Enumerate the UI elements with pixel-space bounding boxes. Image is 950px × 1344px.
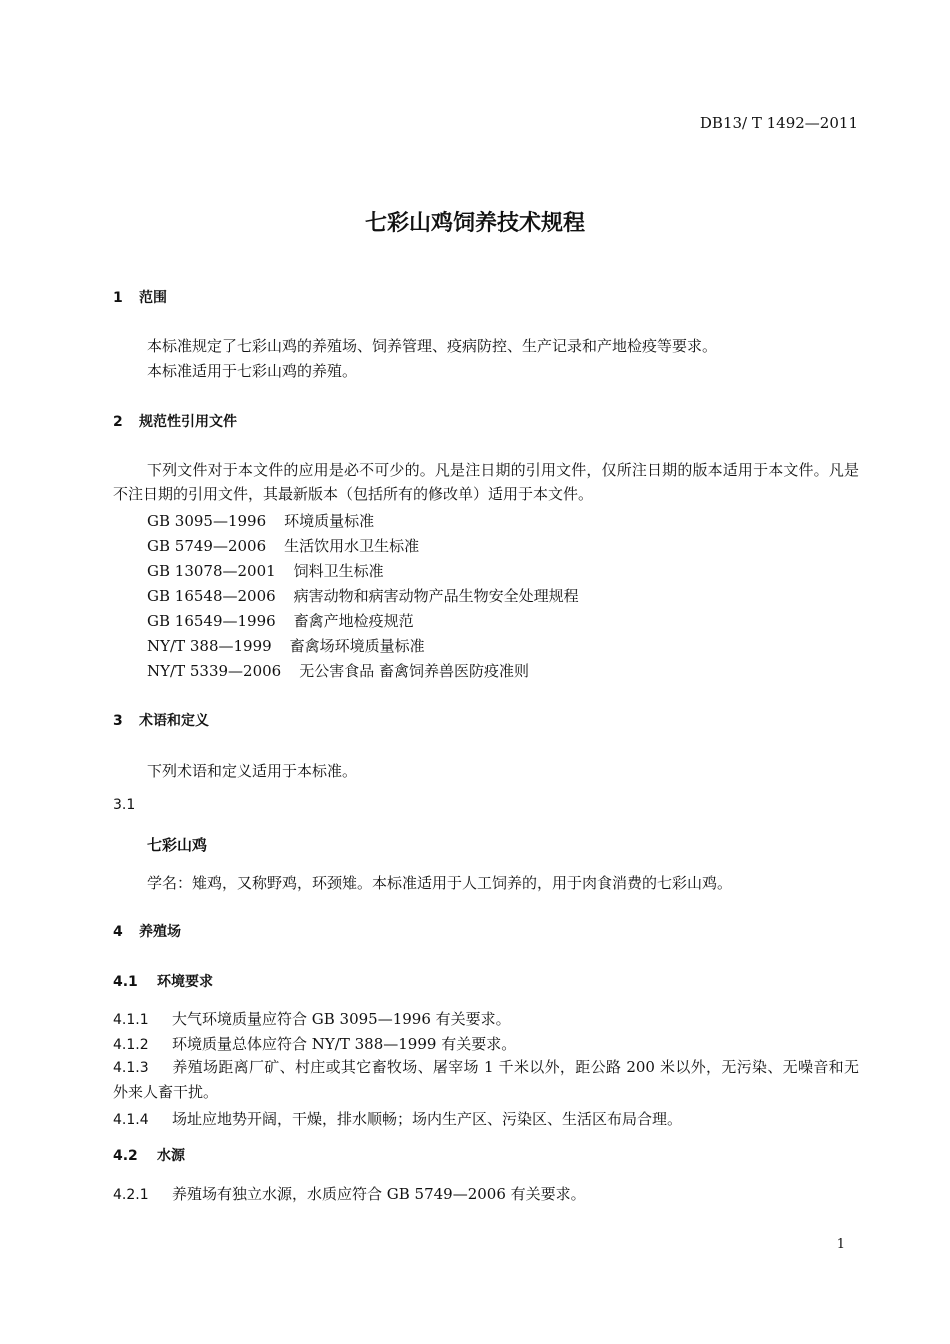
clause (113, 1033, 516, 1054)
reference-item (147, 560, 384, 581)
reference-name: 饲料卫生标准 (293, 562, 384, 580)
section-heading-2 (113, 411, 237, 431)
reference-name: 环境质量标准 (284, 512, 375, 530)
section-heading-4 (113, 921, 181, 941)
reference-code: GB 13078—2001 (147, 562, 276, 580)
reference-name: 畜禽场环境质量标准 (289, 637, 425, 655)
section-heading-3 (113, 710, 209, 730)
reference-code: NY/T 388—1999 (147, 637, 272, 655)
reference-item (147, 635, 425, 656)
paragraph: 本标准适用于七彩山鸡的养殖。 (147, 362, 358, 380)
subsection-number: 4.2 (113, 1148, 138, 1164)
clause (113, 1183, 586, 1204)
reference-code: NY/T 5339—2006 (147, 662, 282, 680)
clause (113, 1108, 682, 1129)
page-number: 1 (836, 1237, 845, 1252)
reference-code: GB 5749—2006 (147, 537, 267, 555)
section-title: 术语和定义 (139, 713, 209, 729)
clause (113, 1008, 511, 1029)
section-heading-1 (113, 287, 167, 307)
document-title: 七彩山鸡饲养技术规程 (364, 211, 585, 236)
paragraph: 本标准规定了七彩山鸡的养殖场、饲养管理、疫病防控、生产记录和产地检疫等要求。 (147, 337, 718, 355)
section-title: 养殖场 (139, 924, 181, 940)
section-number: 4 (113, 924, 123, 940)
reference-name: 畜禽产地检疫规范 (293, 612, 414, 630)
section-number: 1 (113, 290, 123, 306)
reference-code: GB 16548—2006 (147, 587, 276, 605)
reference-item (147, 535, 419, 556)
clause (113, 1055, 859, 1104)
section-title: 范围 (139, 290, 167, 306)
clause-number: 4.1.3 (113, 1060, 149, 1076)
clause-text: 环境质量总体应符合 NY/T 388—1999 有关要求。 (172, 1035, 517, 1053)
reference-item (147, 585, 579, 606)
clause-text: 养殖场距离厂矿、村庄或其它畜牧场、屠宰场 1 千米以外，距公路 200 米以外，无污染、无噪音和无外来人畜干扰。 (113, 1058, 859, 1101)
section-title: 规范性引用文件 (139, 414, 237, 430)
section-number: 2 (113, 414, 123, 430)
reference-code: GB 3095—1996 (147, 512, 267, 530)
clause-number: 4.1.1 (113, 1012, 149, 1028)
term-number: 3.1 (113, 797, 136, 813)
clause-text: 养殖场有独立水源，水质应符合 GB 5749—2006 有关要求。 (172, 1185, 586, 1203)
reference-name: 生活饮用水卫生标准 (284, 537, 420, 555)
clause-number: 4.2.1 (113, 1187, 149, 1203)
reference-item (147, 610, 414, 631)
subsection-heading-4-1 (113, 971, 213, 991)
paragraph: 下列文件对于本文件的应用是必不可少的。凡是注日期的引用文件，仅所注日期的版本适用于本文件。凡是不注日期的引用文件，其最新版本（包括所有的修改单）适用于本文件。 (113, 461, 859, 503)
reference-name: 病害动物和病害动物产品生物安全处理规程 (293, 587, 579, 605)
reference-name: 无公害食品 畜禽饲养兽医防疫准则 (299, 662, 529, 680)
subsection-number: 4.1 (113, 974, 138, 990)
reference-item (147, 510, 374, 531)
term-title: 七彩山鸡 (147, 836, 208, 854)
document-number: DB13/ T 1492—2011 (699, 114, 858, 132)
clause-text: 大气环境质量应符合 GB 3095—1996 有关要求。 (172, 1010, 511, 1028)
reference-code: GB 16549—1996 (147, 612, 276, 630)
section-number: 3 (113, 713, 123, 729)
clause-number: 4.1.2 (113, 1037, 149, 1053)
paragraph: 下列术语和定义适用于本标准。 (147, 762, 358, 780)
subsection-title: 环境要求 (157, 974, 213, 990)
term-definition: 学名：雉鸡，又称野鸡，环颈雉。本标准适用于人工饲养的，用于肉食消费的七彩山鸡。 (147, 874, 733, 892)
subsection-title: 水源 (157, 1148, 185, 1164)
clause-text: 场址应地势开阔，干燥，排水顺畅；场内生产区、污染区、生活区布局合理。 (172, 1110, 683, 1128)
subsection-heading-4-2 (113, 1145, 185, 1165)
reference-item (147, 660, 529, 681)
clause-number: 4.1.4 (113, 1112, 149, 1128)
